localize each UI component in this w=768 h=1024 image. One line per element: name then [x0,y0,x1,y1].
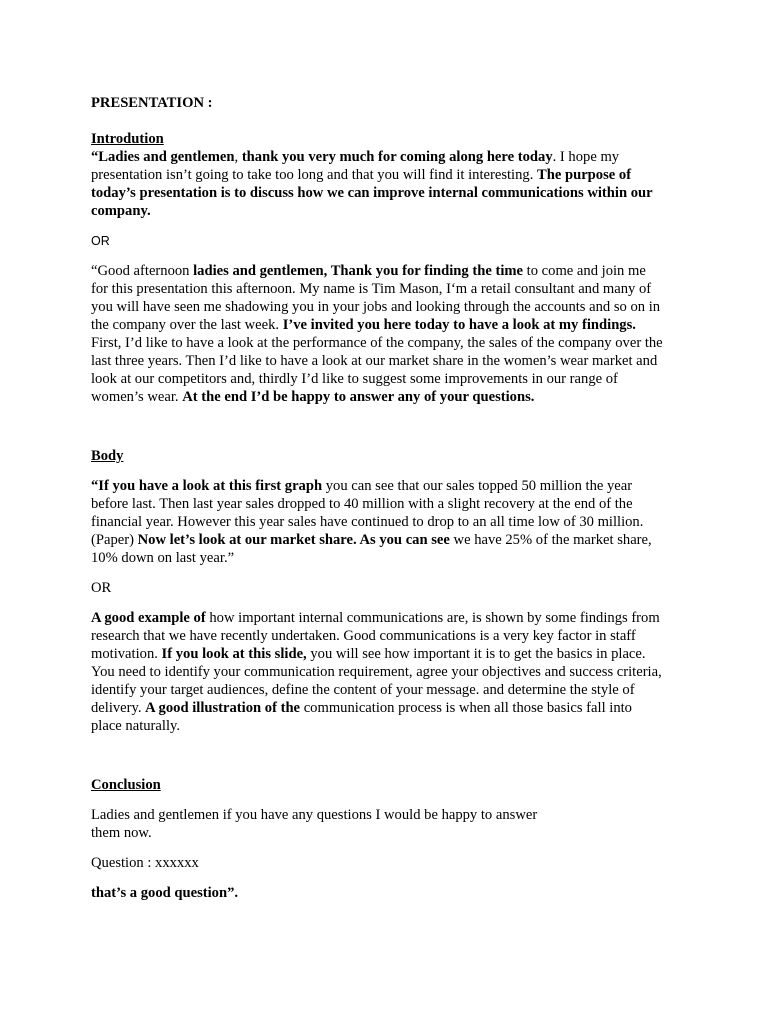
body-p2-run: how important internal communications are, is shown by some findings from research that we have recently undertaken. Good communications is a very key factor in staff motivation. [91,610,660,662]
intro-p1-run: . I hope my presentation isn’t going to take too long and that you will find it interesting. [91,149,620,183]
intro-p2-run: to come and join me for this presentation this afternoon. My name is Tim Mason, I‘m a retail consultant and many of you will have seen me shadowing you in your jobs and looking through the accounts and so on in the company over the last week. [91,263,661,333]
body-heading: Body [91,448,124,464]
intro-p1-run: The purpose of today’s presentation is to discuss how we can improve internal communications within our company. [91,167,653,219]
body-p2-run: A good example of [91,610,206,626]
closing-line: that’s a good question”. [91,885,239,901]
intro-p1-run: thank you very much for coming along here today [241,149,553,165]
intro-p2-run: ladies and gentlemen, Thank you for finding the time [193,263,524,279]
body-paragraph-2 [91,609,663,735]
intro-paragraph-2 [91,262,663,406]
conclusion-heading: Conclusion [91,777,161,793]
body-p1-run: “If you have a look at this first graph [91,478,323,494]
body-p2-run: A good illustration of the [145,700,301,716]
intro-p1-run: “Ladies and gentlemen [91,149,235,165]
body-p1-run: we have 25% of the market share, 10% down on last year.” [91,532,652,566]
intro-or-label: OR [91,234,110,248]
document-title: PRESENTATION : [91,95,213,111]
body-p2-run: you will see how important it is to get the basics in place. You need to identify your communication requirement, agree your objectives and success criteria, identify your target audiences, define the content of your message. and determine the style of delivery. [91,646,662,716]
intro-p2-run: At the end I’d be happy to answer any of your questions. [182,389,535,405]
intro-p2-run: First, I’d like to have a look at the performance of the company, the sales of the company over the last three years. Then I’d like to have a look at our market share in the women’s wear market and look at our competitors and, thirdly I’d like to suggest some improvements in our range of women’s wear. [91,335,663,405]
body-or-label: OR [91,580,112,596]
conclusion-paragraph: Ladies and gentlemen if you have any questions I would be happy to answer them now. [91,807,538,841]
intro-p2-run: I’ve invited you here today to have a look at my findings. [282,317,636,333]
body-p1-run: you can see that our sales topped 50 million the year before last. Then last year sales dropped to 40 million with a slight recovery at the end of the financial year. However this year sales have continued to drop to an all time low of 30 million. (Paper) [91,478,644,548]
intro-p1-run: , [234,149,242,165]
body-p2-run: If you look at this slide, [161,646,307,662]
body-p2-run: communication process is when all those basics fall into place naturally. [91,700,632,734]
question-line: Question : xxxxxx [91,855,199,871]
document-page [91,94,663,902]
intro-heading: Introdution [91,131,164,147]
intro-p2-run: “Good afternoon [91,263,194,279]
body-paragraph-1 [91,477,663,567]
intro-paragraph-1 [91,148,663,220]
body-p1-run: Now let’s look at our market share. As you can see [137,532,450,548]
